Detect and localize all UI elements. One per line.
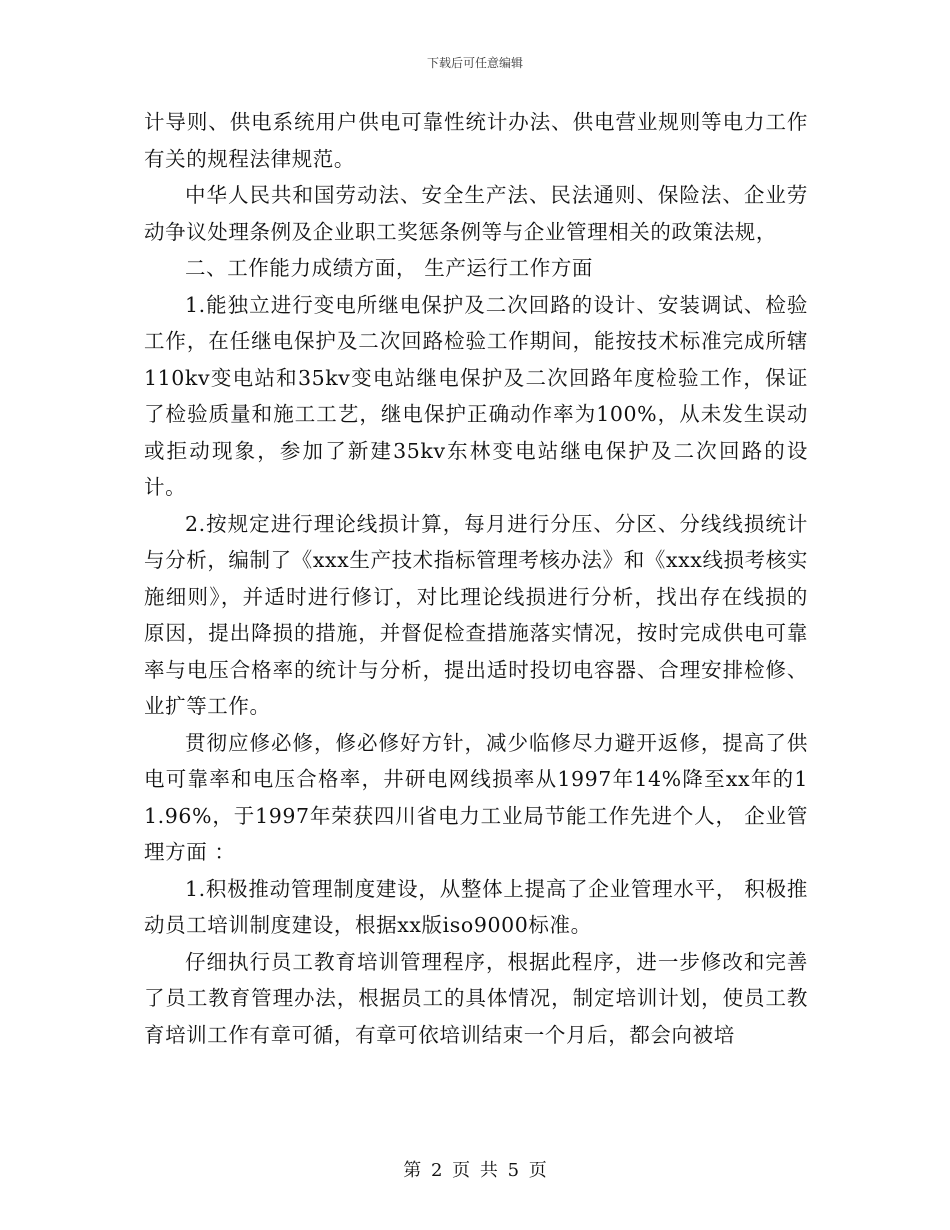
- page-footer: 第 2 页 共 5 页: [403, 1160, 547, 1181]
- paragraph-7: 1.积极推动管理制度建设，从整体上提高了企业管理水平， 积极推动员工培训制度建设，根据xx版iso9000标准。: [144, 876, 808, 937]
- document-body: [144, 104, 808, 1053]
- paragraph-3: 二、工作能力成绩方面， 生产运行工作方面: [185, 256, 594, 280]
- paragraph-6: 贯彻应修必修，修必修好方针，减少临修尽力避开返修，提高了供电可靠率和电压合格率，井研电网线损率从1997年14%降至xx年的11.96%，于1997年荣获四川省电力工业局节能工作先进个人， 企业管理方面 ：: [144, 730, 808, 864]
- paragraph-4: 1.能独立进行变电所继电保护及二次回路的设计、安装调试、检验工作，在任继电保护及二次回路检验工作期间，能按技术标准完成所辖110kv变电站和35kv变电站继电保护及二次回路年度检验工作，保证了检验质量和施工工艺，继电保护正确动作率为100%，从未发生误动或拒动现象，参加了新建35kv东林变电站继电保护及二次回路的设计。: [144, 292, 808, 499]
- paragraph-5: 2.按规定进行理论线损计算，每月进行分压、分区、分线线损统计与分析，编制了《xxx生产技术指标管理考核办法》和《xxx线损考核实施细则》，并适时进行修订，对比理论线损进行分析，找出存在线损的原因，提出降损的措施，并督促检查措施落实情况，按时完成供电可靠率与电压合格率的统计与分析，提出适时投切电容器、合理安排检修、业扩等工作。: [144, 511, 808, 718]
- paragraph-2: 中华人民共和国劳动法、安全生产法、民法通则、保险法、企业劳动争议处理条例及企业职工奖惩条例等与企业管理相关的政策法规，: [144, 183, 808, 244]
- paragraph-1: 计导则、供电系统用户供电可靠性统计办法、供电营业规则等电力工作有关的规程法律规范。: [144, 110, 808, 171]
- page-header: 下载后可任意编辑: [426, 56, 523, 70]
- paragraph-8: 仔细执行员工教育培训管理程序，根据此程序，进一步修改和完善了员工教育管理办法，根据员工的具体情况，制定培训计划，使员工教育培训工作有章可循，有章可依培训结束一个月后，都会向被培: [144, 949, 808, 1047]
